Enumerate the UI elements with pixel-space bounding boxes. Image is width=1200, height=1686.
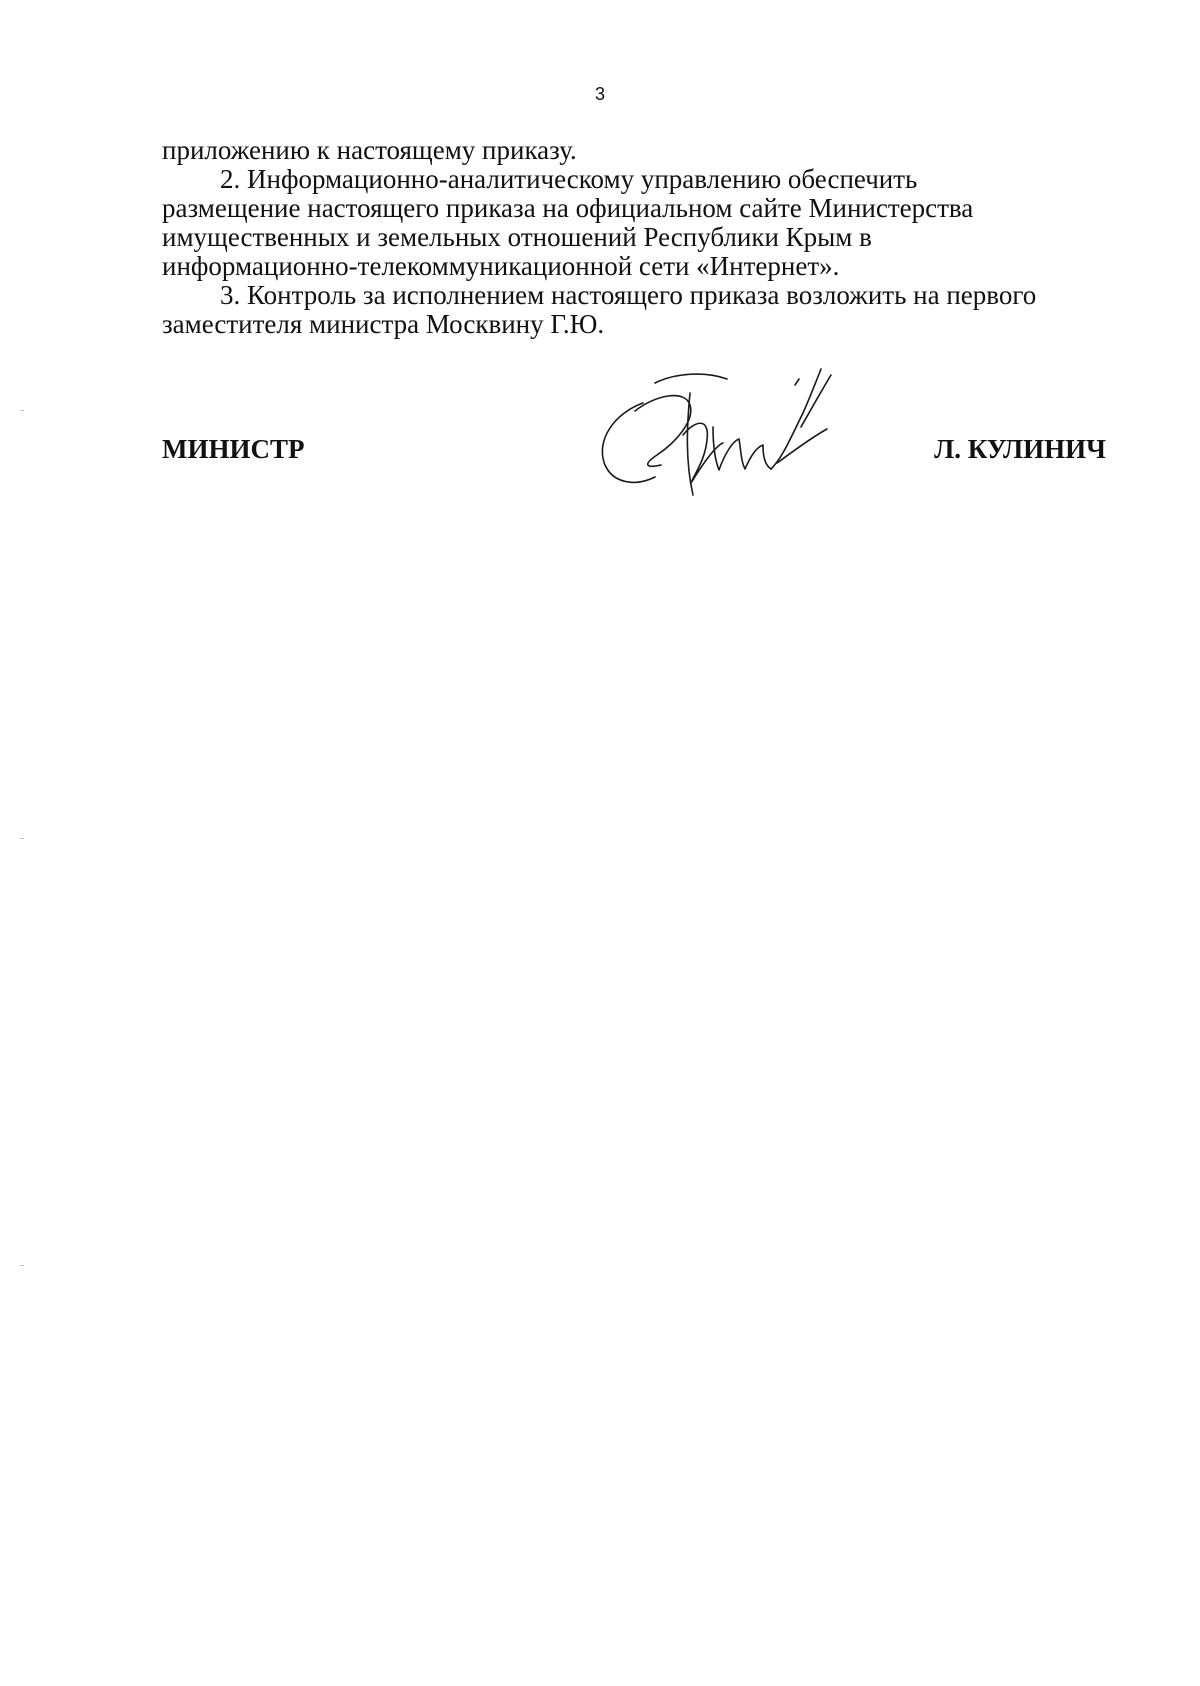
item-3-line: 3. Контроль за исполнением настоящего приказа возложить на первого — [220, 280, 1037, 310]
paragraph-line: приложению к настоящему приказу. — [162, 135, 577, 165]
item-2-line: информационно-телекоммуникационной сети «Интернет». — [162, 251, 840, 281]
signatory-title: МИНИСТР — [162, 434, 305, 464]
item-2-line: 2. Информационно-аналитическому управлению обеспечить — [220, 164, 918, 194]
signature-block — [162, 428, 1106, 498]
item-2-line: имущественных и земельных отношений Республики Крым в — [162, 222, 872, 252]
scan-margin-mark — [20, 410, 24, 411]
item-3-line: заместителя министра Москвину Г.Ю. — [162, 309, 605, 339]
page-number: 3 — [594, 84, 605, 104]
scan-margin-mark — [20, 1265, 24, 1266]
scan-margin-mark — [20, 838, 24, 839]
signatory-name: Л. КУЛИНИЧ — [934, 434, 1106, 464]
document-body — [162, 136, 1106, 339]
item-2-line: размещение настоящего приказа на официальном сайте Министерства — [162, 193, 974, 223]
